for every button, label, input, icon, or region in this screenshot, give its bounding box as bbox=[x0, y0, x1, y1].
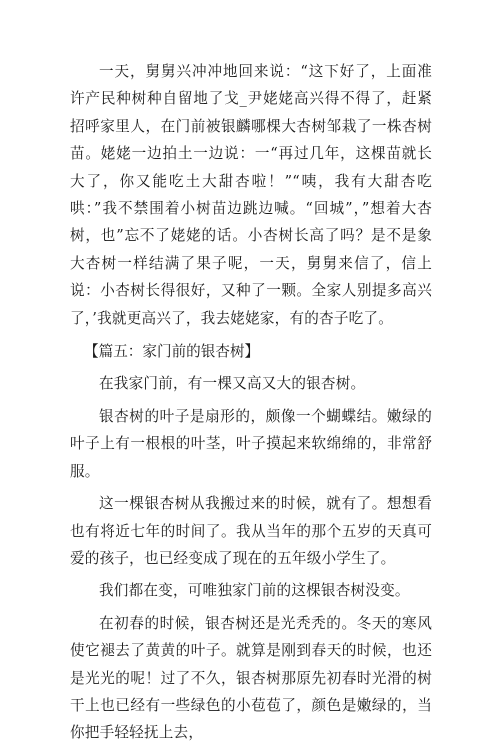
section-heading: 【篇五：家门前的银杏树】 bbox=[84, 343, 260, 361]
paragraph-early-spring: 在初春的时候，银杏树还是光秃秃的。冬天的寒风使它褪去了黄黄的叶子。就算是刚到春天的时候，也还是光光的呢！过了不久，银杏树那原先初春时光滑的树干上也已经有一些绿色的小苞苞了，颜色是嫩绿的，当你把手轻轻抚上去， bbox=[70, 614, 432, 742]
paragraph-intro: 在我家门前，有一棵又高又大的银杏树。 bbox=[99, 375, 366, 393]
paragraph-leaves: 银杏树的叶子是扇形的，颇像一个蝴蝶结。嫩绿的叶子上有一根根的叶茎，叶子摸起来软绵绵的，非常舒服。 bbox=[70, 407, 432, 480]
paragraph-story-ending: 一天，舅舅兴冲冲地回来说：“这下好了，上面准许产民种树种自留地了戈_尹姥姥高兴得不得了，赶紧招呼家里人，在门前被银麟哪棵大杏树邹栽了一株杏树苗。姥姥一边拍土一边说：一“再过几年，这棵苗就长大了，你又能吃土大甜杏啦！”“咦，我有大甜杏吃哄：”我不禁围着小树苗边跳边喊。“回城”，”想着大杏树，也”忘不了姥姥的话。小杏树长高了吗？是不是象大杏树一样结满了果子呢，一天，舅舅来信了，信上说：小杏树长得很好，又种了一颗。全家人别提多高兴了，’我就更高兴了，我去姥姥家，有的杏子吃了。 bbox=[70, 63, 432, 327]
document-page bbox=[70, 58, 432, 747]
paragraph-seven-years: 这一棵银杏树从我搬过来的时候，就有了。想想看也有将近七年的时间了。我从当年的那个五岁的天真可爱的孩子，也已经变成了现在的五年级小学生了。 bbox=[70, 495, 432, 567]
paragraph-unchanged: 我们都在变，可唯独家门前的这棵银杏树没变。 bbox=[99, 582, 410, 600]
